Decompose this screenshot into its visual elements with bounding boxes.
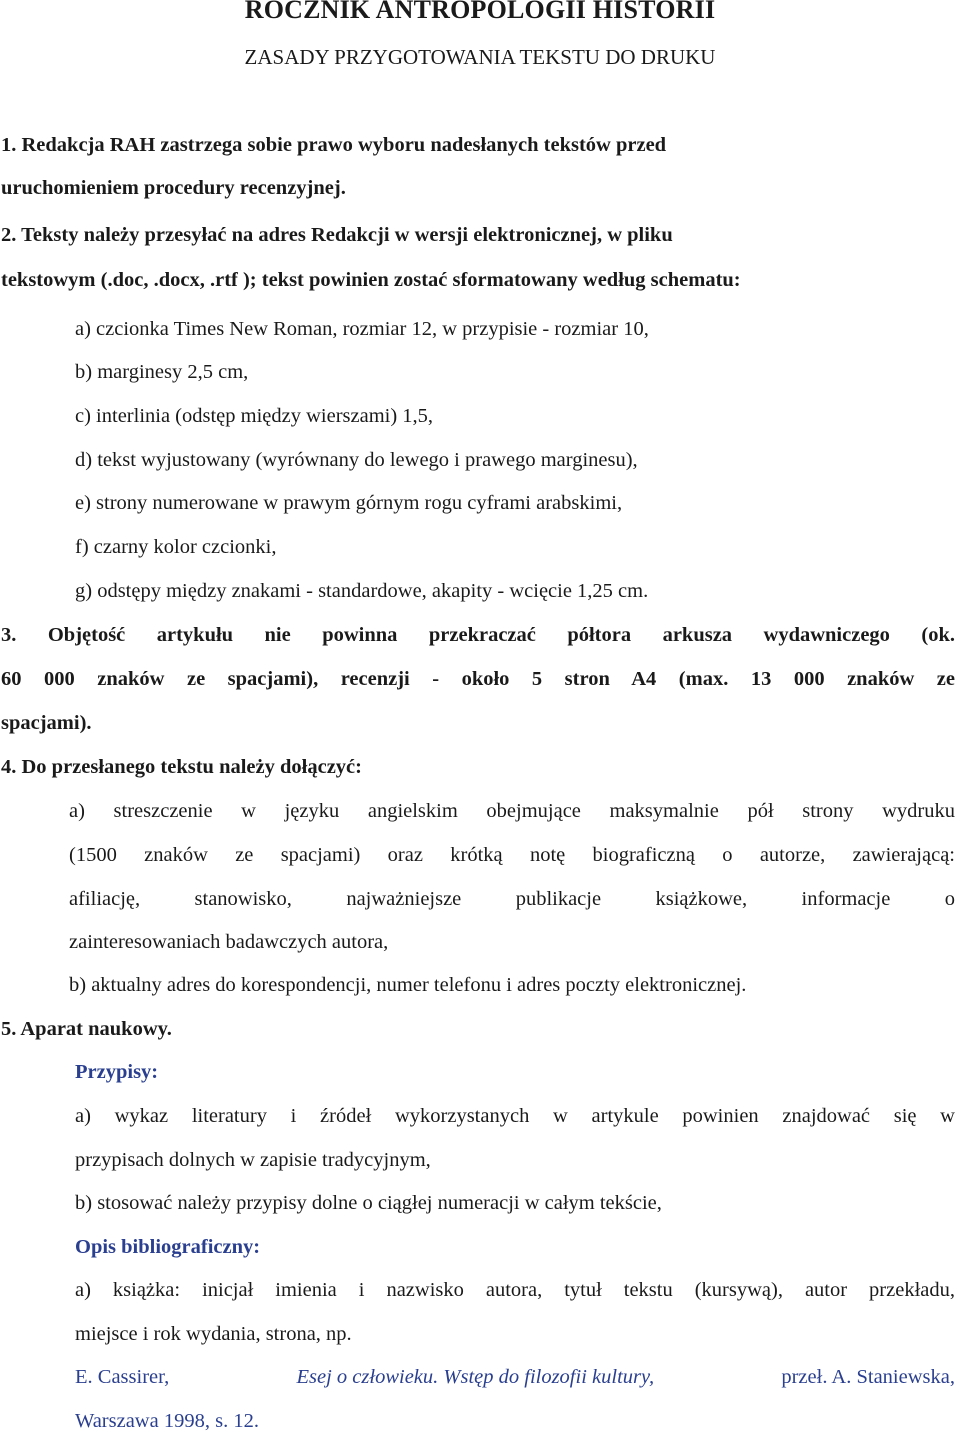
section3-line2: 60 000 znaków ze spacjami), recenzji - około 5 stron A4 (max. 13 000 znaków ze [1, 668, 955, 690]
section1-line2: uruchomieniem procedury recenzyjnej. [1, 177, 346, 199]
section4-a-line1: a) streszczenie w języku angielskim obejmujące maksymalnie pół strony wydruku [69, 800, 955, 822]
example-title: Esej o człowieku. Wstęp do filozofii kultury, [296, 1366, 655, 1388]
section5-heading: 5. Aparat naukowy. [1, 1018, 172, 1040]
section3-line3: spacjami). [1, 712, 92, 734]
bibliographic-example [75, 1364, 955, 1390]
page-title: ROCZNIK ANTROPOLOGII HISTORII [244, 0, 716, 24]
section4-a-line2: (1500 znaków ze spacjami) oraz krótką notę biograficzną o autorze, zawierającą: [69, 844, 955, 866]
opis-a-line1: a) książka: inicjał imienia i nazwisko autora, tytuł tekstu (kursywą), autor przekładu, [75, 1279, 955, 1301]
przypisy-a-line1: a) wykaz literatury i źródeł wykorzystanych w artykule powinien znajdować się w [75, 1105, 955, 1127]
list-item: b) marginesy 2,5 cm, [75, 361, 249, 383]
example-translator: przeł. A. Staniewska, [781, 1366, 955, 1388]
section4-b-line1: b) aktualny adres do korespondencji, numer telefonu i adres poczty elektronicznej. [69, 974, 747, 996]
list-item: e) strony numerowane w prawym górnym rogu cyframi arabskimi, [75, 492, 623, 514]
list-item: c) interlinia (odstęp między wierszami) 1,5, [75, 405, 434, 427]
page-subtitle: ZASADY PRZYGOTOWANIA TEKSTU DO DRUKU [244, 45, 716, 69]
section3-line1: 3. Objętość artykułu nie powinna przekraczać półtora arkusza wydawniczego (ok. [1, 624, 955, 646]
section4-a-line4: zainteresowaniach badawczych autora, [69, 931, 389, 953]
przypisy-heading: Przypisy: [75, 1061, 159, 1083]
section4-a-line3: afiliację, stanowisko, najważniejsze publikacje książkowe, informacje o [69, 888, 955, 910]
example-line2: Warszawa 1998, s. 12. [75, 1410, 259, 1432]
list-item: a) czcionka Times New Roman, rozmiar 12, w przypisie - rozmiar 10, [75, 318, 649, 340]
przypisy-a-line2: przypisach dolnych w zapisie tradycyjnym, [75, 1149, 431, 1171]
list-item: f) czarny kolor czcionki, [75, 536, 277, 558]
example-author: E. Cassirer, [75, 1366, 170, 1388]
section2-line1: 2. Teksty należy przesyłać na adres Redakcji w wersji elektronicznej, w pliku [1, 224, 673, 246]
list-item: d) tekst wyjustowany (wyrównany do lewego i prawego marginesu), [75, 449, 638, 471]
list-item: g) odstępy między znakami - standardowe, akapity - wcięcie 1,25 cm. [75, 580, 649, 602]
opis-a-line2: miejsce i rok wydania, strona, np. [75, 1323, 352, 1345]
section4-heading: 4. Do przesłanego tekstu należy dołączyć: [1, 756, 362, 778]
przypisy-b-line1: b) stosować należy przypisy dolne o ciągłej numeracji w całym tekście, [75, 1192, 662, 1214]
opis-heading: Opis bibliograficzny: [75, 1236, 261, 1258]
section1-line1: 1. Redakcja RAH zastrzega sobie prawo wyboru nadesłanych tekstów przed [1, 134, 667, 156]
section2-line2: tekstowym (.doc, .docx, .rtf ); tekst powinien zostać sformatowany według schematu: [1, 269, 741, 291]
